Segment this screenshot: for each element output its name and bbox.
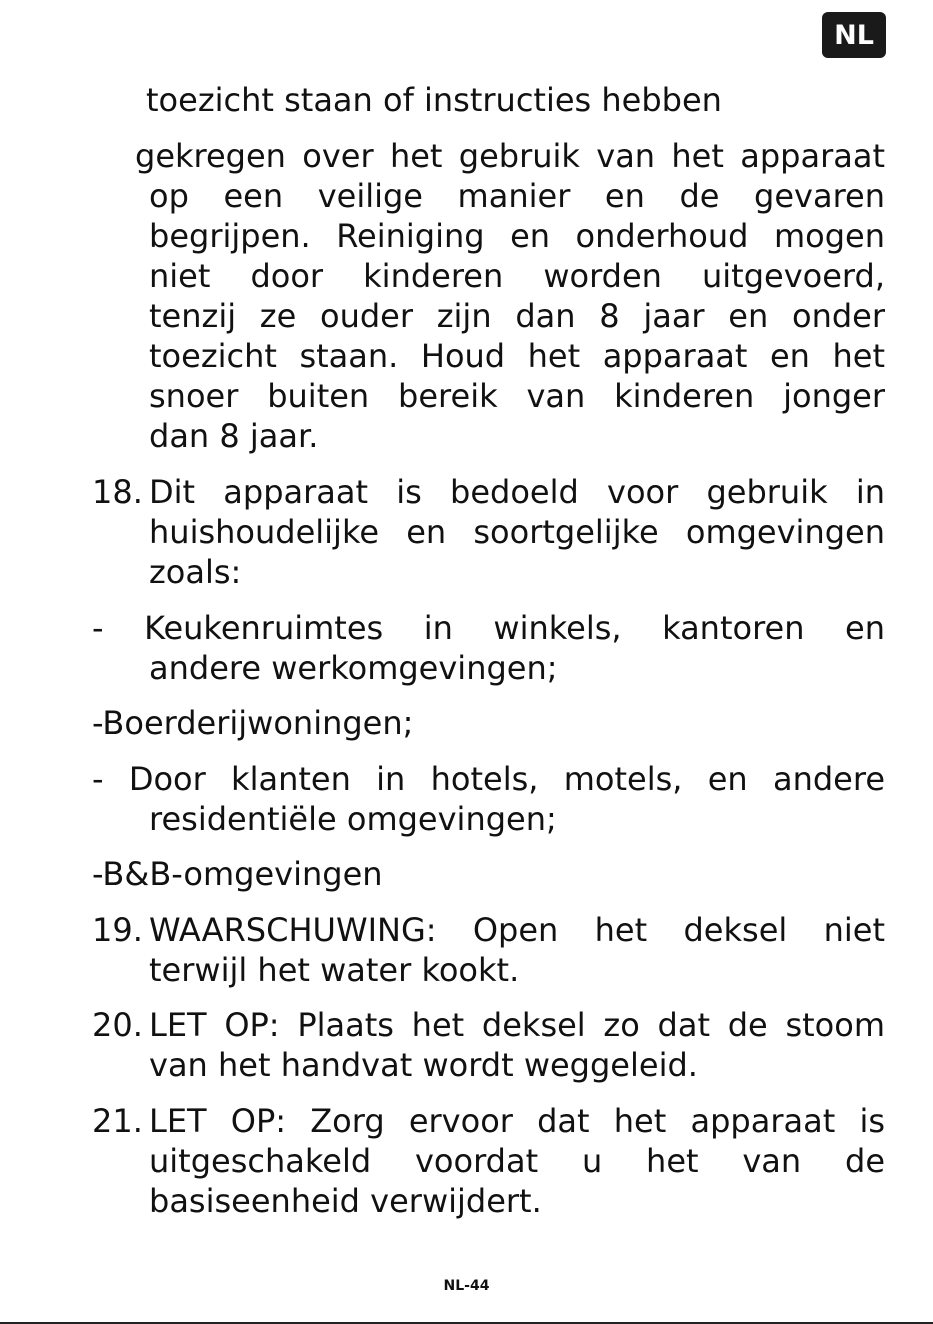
text-line: op een veilige manier en de gevaren [149, 177, 885, 215]
text-line: huishoudelijke en soortgelijke omgevingen [149, 513, 885, 551]
text-line: uitgeschakeld voordat u het van de [149, 1142, 885, 1180]
text-line: snoer buiten bereik van kinderen jonger [149, 377, 885, 415]
text-line: andere werkomgevingen; [149, 649, 558, 687]
text-line: van het handvat wordt weggeleid. [149, 1046, 698, 1084]
text-line: - Door klanten in hotels, motels, en andere [92, 760, 885, 798]
text-line: toezicht staan of instructies hebben [146, 81, 722, 119]
text-line: dan 8 jaar. [149, 417, 319, 455]
text-line: -Boerderijwoningen; [92, 704, 414, 742]
text-line: LET OP: Plaats het deksel zo dat de stoom [149, 1006, 885, 1044]
text-line: basiseenheid verwijdert. [149, 1182, 542, 1220]
text-line: niet door kinderen worden uitgevoerd, [149, 257, 885, 295]
item-number: 20. [92, 1006, 143, 1044]
text-line: begrijpen. Reiniging en onderhoud mogen [149, 217, 885, 255]
item-number: 21. [92, 1102, 143, 1140]
language-badge: NL [822, 12, 886, 58]
item-number: 18. [92, 473, 143, 511]
text-line: -B&B-omgevingen [92, 855, 383, 893]
text-line: zoals: [149, 553, 242, 591]
text-line: WAARSCHUWING: Open het deksel niet [149, 911, 885, 949]
text-line: toezicht staan. Houd het apparaat en het [149, 337, 885, 375]
item-number: 19. [92, 911, 143, 949]
page-number: NL-44 [443, 1278, 490, 1294]
text-line: Dit apparaat is bedoeld voor gebruik in [149, 473, 885, 511]
text-line: gekregen over het gebruik van het apparaat [135, 137, 885, 175]
text-line: tenzij ze ouder zijn dan 8 jaar en onder [149, 297, 885, 335]
text-line: - Keukenruimtes in winkels, kantoren en [92, 609, 885, 647]
text-line: residentiële omgevingen; [149, 800, 557, 838]
text-line: terwijl het water kookt. [149, 951, 520, 989]
text-line: LET OP: Zorg ervoor dat het apparaat is [149, 1102, 885, 1140]
